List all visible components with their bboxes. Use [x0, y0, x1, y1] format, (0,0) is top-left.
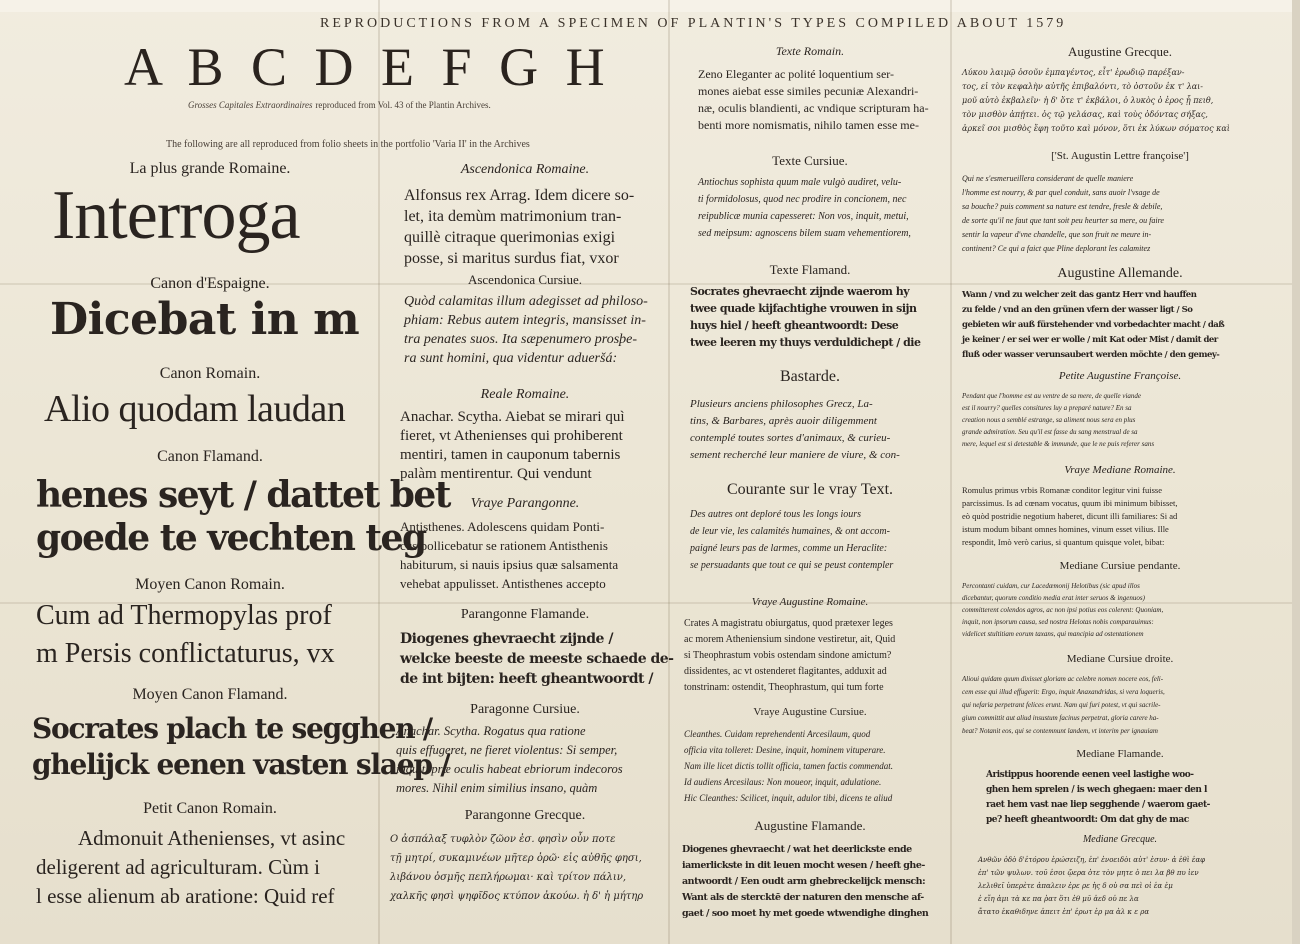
specimen-text: [962, 390, 1154, 450]
text-line: gaet / soo moet hy met goede wtwendighe dinghen: [682, 908, 929, 919]
specimen-text: m Persis conflictaturus, vx: [36, 638, 335, 669]
text-line: Diogenes ghevraecht / wat het deerlickste ende: [682, 844, 912, 855]
text-line: de int bijten: heeft gheantwoordt /: [400, 671, 653, 687]
text-line: benti more nomismatis, nihilo tamen esse me-: [698, 118, 919, 132]
text-line: palàm mentirentur. Qui vendunt: [400, 466, 592, 482]
fold-line: [950, 0, 952, 944]
text-line: gebieten wir auß fürstehender vnd vorbedachter macht / daß: [962, 320, 1225, 330]
text-line: Diogenes ghevraecht zijnde /: [400, 631, 613, 647]
specimen-text: Admonuit Athenienses, vt asinc: [78, 826, 346, 850]
text-line: Romulus primus vrbis Romanæ conditor legitur vini fuisse: [962, 485, 1162, 495]
text-line: Aristippus hoorende eenen veel lastighe woo-: [986, 770, 1194, 780]
capitals-caption: [188, 100, 491, 111]
specimen-label: Mediane Flamande.: [1076, 748, 1164, 760]
specimen-label: Petite Augustine Françoise.: [1058, 370, 1182, 382]
text-line: Alfonsus rex Arrag. Idem dicere so-: [404, 187, 635, 204]
specimen-label: Texte Flamand.: [769, 262, 851, 277]
text-line: cus pollicebatur se rationem Antisthenis: [400, 538, 608, 553]
text-line: mere, lequel est si detestable & immunde, que le ne puis referer sans: [962, 440, 1155, 448]
specimen-text: deligerent ad agriculturam. Cùm i: [36, 855, 320, 879]
text-line: Alioui quidam quum dixisset gloriam ac celebre nomen nocere eos, feli-: [962, 675, 1164, 683]
text-line: mores. Nihil enim similius insano, quàm: [396, 781, 598, 795]
page-header: REPRODUCTIONS FROM A SPECIMEN OF PLANTIN'S TYPES COMPILED ABOUT 1579: [320, 16, 1067, 31]
text-line: inquit, præ oculis habeat ebriorum indecoros: [396, 762, 623, 776]
text-line: officia vita tolleret: Desine, inquit, hominem vituperare.: [684, 745, 886, 755]
specimen-label: ['St. Augustin Lettre françoise']: [1051, 150, 1189, 162]
specimen-label: Vraye Parangonne.: [470, 496, 580, 511]
specimen-text: ghelijck eenen vasten slaep /: [32, 748, 450, 781]
text-line: respondit, Imò verò carius, si quantum quisque volet, bibat:: [962, 537, 1165, 547]
specimen-label: Mediane Cursiue pendante.: [1059, 560, 1181, 572]
text-line: Des autres ont deploré tous les longs iours: [690, 509, 862, 520]
text-line: ἐ εἴη ἀμι τὰ κε πα ῥατ ὅτι ἐθ μῦ ἀεδ οὐ πε λα: [978, 895, 1139, 903]
specimen-label: Augustine Grecque.: [1068, 44, 1172, 59]
specimen-label: Paragonne Cursiue.: [470, 702, 580, 717]
specimen-label: Parangonne Flamande.: [460, 607, 590, 622]
specimen-label: Vraye Mediane Romaine.: [1064, 464, 1176, 476]
text-line: Ο ἀσπάλαξ τυφλὸν ζῶον ἐσ. φησὶν οὖν ποτε: [390, 834, 616, 845]
specimen-text: [962, 66, 1230, 136]
text-line: μοῦ αὐτὸ ἐκβαλεῖν· ἡ δ' ὅτε τ' ἐκβάλοι, ὁ λυκὸς ὁ ἐρος ᾖ πειθ,: [962, 96, 1214, 105]
specimen-label: Bastarde.: [780, 368, 840, 385]
text-line: fieret, vt Athenienses qui prohiberent: [400, 428, 623, 444]
text-line: Wann / vnd zu welcher zeit das gantz Herr vnd hauffen: [962, 290, 1197, 300]
capitals-caption-text: reproduced from Vol. 43 of the Plantin Archives.: [315, 100, 491, 110]
fold-line: [668, 0, 670, 944]
specimen-text: henes seyt / dattet bet: [36, 474, 450, 516]
text-line: Nam ille licet dictis tollit officia, tamen factis commendat.: [684, 761, 893, 771]
text-line: continent? Ce qui a faict que Pline deplorant les calamitez: [962, 244, 1151, 253]
text-line: τὸν μισθὸν ἀπῄτει. ὁς τῷ γελάσας, καὶ τοὺς ὀδόντας σήξας,: [962, 110, 1208, 119]
specimen-text: [962, 484, 1178, 549]
text-line: dicebantur, quorum conditio media erat inter seruos & ingenuos): [962, 594, 1145, 602]
text-line: λιβάνου ὀσμῆς πεπλήρωμαι· καὶ τρίτον πάλιν,: [390, 872, 627, 883]
text-line: quis effugeret, ne fieret violentus: Si semper,: [396, 743, 618, 757]
intro-note: The following are all reproduced from folio sheets in the portfolio 'Varia II' in the Archives: [166, 139, 530, 150]
specimen-text: [404, 185, 634, 269]
text-line: grande admiration. Seu qu'il est fasse du sang menstrual de sa: [962, 428, 1138, 436]
text-line: inquit, non ipsorum causa, sed nostra Helotas nobis comparauimus:: [962, 618, 1154, 626]
text-line: Quòd calamitas illum adegisset ad philoso-: [404, 294, 648, 309]
text-line: Cleanthes. Cuidam reprehendenti Arcesilaum, quod: [684, 729, 871, 739]
specimen-label: Ascendonica Cursiue.: [467, 272, 583, 287]
text-line: sa bouche? puis comment sa nature est tendre, fresle & debile,: [962, 202, 1163, 211]
specimen-label: Augustine Allemande.: [1057, 266, 1183, 281]
text-line: si Theophrastum vobis ostendam sindone amictum?: [684, 650, 892, 661]
text-line: Pendant que l'homme est au ventre de sa mere, de quelle viande: [962, 392, 1142, 400]
text-line: ra sunt homini, qua videntur adueršá:: [404, 351, 618, 366]
specimen-label: Vraye Augustine Romaine.: [751, 596, 869, 608]
specimen-label: Petit Canon Romain.: [143, 800, 277, 817]
specimen-text: goede te vechten teg: [36, 517, 426, 559]
text-line: τῇ μητρί, συκαμινέων μῆτερ ὀρῶ· εἰς αὐθῆς φησι,: [390, 853, 642, 864]
text-line: habiturum, si nauis ipsius quæ salsamenta: [400, 557, 619, 572]
specimen-label: Moyen Canon Romain.: [135, 576, 285, 593]
specimen-text: [962, 172, 1164, 256]
text-line: vehebat appulisset. Antisthenes accepto: [400, 576, 606, 591]
text-line: tins, & Barbares, après auoir diligemment: [690, 415, 877, 427]
text-line: quillè citraque querimonias exigi: [404, 229, 616, 246]
text-line: ἐπ' τῶν ψυλων. τοῦ ἐσοι ᾤερα ὀτε τὸν μητε ὀ πει λα βθ πυ ἰεν: [978, 869, 1199, 877]
text-line: de sorte qu'il ne faut que tant soit peu heurter sa mere, ou faire: [962, 216, 1164, 225]
text-line: committerent colendos agros, ac non ipsi potius eos colerent: Quoniam,: [962, 606, 1164, 614]
specimen-text: [962, 288, 1224, 363]
text-line: let, ita demùm matrimonium tran-: [404, 208, 622, 225]
text-line: Anachar. Scytha. Aiebat se mirari quì: [400, 409, 625, 425]
text-line: eò quòd postridie negotium haberet, dicunt illi familiares: Si ad: [962, 511, 1178, 521]
text-line: l'homme est nourry, & par quel conduit, sans auoir l'vsage de: [962, 188, 1160, 197]
text-line: creation nous a semblé estrange, sa aliment nous sera en plus: [962, 416, 1136, 424]
text-line: Socrates ghevraecht zijnde waerom hy: [690, 285, 910, 298]
text-line: Id audiens Arcesilaus: Non moueor, inquit, adulatione.: [684, 777, 882, 787]
specimen-text: [690, 396, 900, 464]
text-line: Antisthenes. Adolescens quidam Ponti-: [400, 519, 605, 534]
specimen-label: Canon d'Espaigne.: [150, 275, 270, 292]
text-line: mentiri, tamen in cauponum tabernis: [400, 447, 621, 463]
specimen-label: Canon Flamand.: [157, 448, 263, 465]
specimen-label: Ascendonica Romaine.: [460, 162, 590, 177]
text-line: λελιθεῖ ὑπερὲτε ἀπαλειν ἐρε ρε ἡς δ οὐ σα πεὶ οἱ ἑα ἐμ: [978, 882, 1173, 890]
specimen-text: [400, 517, 618, 593]
text-line: twee quade kijfachtighe vrouwen in sijn: [690, 302, 917, 315]
text-line: posse, si maritus surdus fiat, vxor: [404, 250, 619, 267]
specimen-text: Dicebat in m: [50, 294, 360, 345]
specimen-text: [400, 629, 674, 689]
text-line: Λύκου λαιμῷ ὀσοῦν ἐμπαγέντος, εἶτ' ἐρωδιῷ παρέξαν-: [962, 68, 1185, 77]
text-line: dissidentes, ac vt ostenderet flagitantes, adduxit ad: [684, 666, 887, 677]
text-line: Crates A magistratu obiurgatus, quod prætexer leges: [684, 618, 893, 629]
specimen-text: l esse alienum ab aratione: Quid ref: [36, 884, 335, 908]
specimen-text: [682, 842, 928, 922]
text-line: raet hem vast nae liep segghende / waerom gaet-: [986, 800, 1210, 810]
specimen-label: La plus grande Romaine.: [129, 160, 291, 177]
specimen-text: [390, 830, 643, 906]
text-line: zu felde / vnd an den grünen vfern der wasser ligt / So: [962, 305, 1193, 315]
text-line: huys hiel / heeft gheantwoordt: Dese: [690, 319, 899, 332]
text-line: Hic Cleanthes: Scilicet, inquit, adulor tibi, dicens te aliud: [684, 793, 893, 803]
specimen-text: [986, 768, 1210, 828]
text-line: reipublicæ munia capesseret: Non vos, inquit, metui,: [698, 211, 909, 222]
text-line: tonstrinam: ostendit, Theophrastum, qui tum forte: [684, 682, 884, 693]
text-line: Ανθῶν ὁδὸ δ'ἐτόρου ἐρώσειζη, ἐπ' ἐνοειδὸι αὐτ' ἐσυν· ἀ ἐθὶ ἐαφ: [978, 856, 1206, 864]
text-line: twee leeren my thuys verduldichept / die: [690, 336, 921, 349]
text-line: se persuadants que tout ce qui se peust contempler: [690, 560, 894, 571]
specimen-label: Courante sur le vray Text.: [726, 481, 894, 498]
text-line: contemplé toutes sortes d'animaux, & curieu-: [690, 432, 891, 444]
capitals-caption-italic: Grosses Capitales Extraordinaires: [188, 100, 313, 110]
text-line: τος, εἰ τὸν κεφαλὴν αὐτῆς ἐπιβαλόντι, τὸ ὀστοῦν ἐκ τ' λαι-: [962, 82, 1203, 91]
specimen-text: Socrates plach te segghen /: [32, 712, 432, 745]
specimen-text: [404, 292, 648, 368]
text-line: sed meipsum: agnoscens bilem suam vehementiorem,: [698, 228, 911, 239]
text-line: Want als de stercktē der naturen den mensche af-: [682, 892, 924, 903]
text-line: Zeno Eleganter ac polité loquentium ser-: [698, 67, 895, 81]
specimen-label: Moyen Canon Flamand.: [132, 686, 288, 703]
specimen-text: Cum ad Thermopylas prof: [36, 600, 332, 631]
text-line: pe? heeft gheantwoordt: Om dat ghy de mac: [986, 815, 1189, 825]
text-line: fluß oder wasser verunsaubert werden möchte / den gemey-: [962, 350, 1220, 360]
specimen-label: Canon Romain.: [159, 365, 261, 382]
specimen-text: [400, 408, 625, 484]
specimen-label: Mediane Cursiue droite.: [1066, 653, 1174, 665]
text-line: ti formidolosus, quod nec prodire in concionem, nec: [698, 194, 907, 205]
specimen-label: Vraye Augustine Cursiue.: [753, 706, 867, 718]
specimen-text: [396, 722, 623, 798]
text-line: je keiner / er sei wer er wolle / mit Kat oder Mist / damit der: [962, 335, 1218, 345]
text-line: Anachar. Scytha. Rogatus qua ratione: [396, 724, 586, 738]
text-line: sentir la vapeur d'vne chandelle, que son fruit ne meure in-: [962, 230, 1152, 239]
text-line: istum modum bibant omnes homines, vinum esset vilius. Ille: [962, 524, 1169, 534]
specimen-text: [690, 506, 893, 574]
text-line: est il nourry? quelles consitures luy a preparé nature? En sa: [962, 404, 1132, 412]
text-line: beat? Notanit eos, qui se contemnunt landem, vt interim per ignauiam: [962, 727, 1158, 735]
specimen-text: [962, 580, 1163, 640]
text-line: Plusieurs anciens philosophes Grecz, La-: [690, 398, 873, 410]
specimen-label: Texte Romain.: [775, 44, 845, 58]
paper-edge: [1292, 0, 1300, 944]
text-line: tra penates suos. Ita sæpenumero prosþe-: [404, 332, 638, 347]
text-line: paigné leurs pas de larmes, comme un Heraclite:: [690, 543, 888, 554]
text-line: ἄτατο ἑκαθιδηνε ἀπειτ ἐπ' ἐρωτ ἐρ μα ἀλ κ ε ρα: [978, 908, 1150, 916]
specimen-label: Augustine Flamande.: [754, 818, 866, 833]
text-line: qui nefaria perpetrant felices erunt. Nam qui furi potest, vt qui sacrile-: [962, 701, 1161, 709]
text-line: χαλκῆς φησὶ ψηφῖδος κτύπον ἀκούω. ἡ δ' ἡ μήτηρ: [390, 891, 644, 902]
specimen-label: Parangonne Grecque.: [464, 808, 586, 823]
specimen-label: Reale Romaine.: [480, 387, 570, 402]
text-line: ghen hem sprelen / is wech ghegaen: maer den l: [986, 785, 1207, 795]
text-line: videlicet stultitiam eorum taxans, qui mancipia ad ostentationem: [962, 630, 1144, 638]
specimen-text: Alio quodam laudan: [44, 388, 346, 430]
text-line: mones aiebat esse similes pecuniæ Alexandri-: [698, 84, 919, 98]
specimen-label: Mediane Grecque.: [1082, 834, 1158, 845]
text-line: næ, oculis blandienti, ac vndique scripturam ha-: [698, 101, 929, 115]
text-line: gium committit aut aliud insustum facinus perpetrat, gloria carere ha-: [962, 714, 1159, 722]
text-line: de leur vie, les calamités humaines, & ont accom-: [690, 526, 890, 537]
specimen-text: [684, 726, 893, 806]
specimen-text: [698, 174, 911, 242]
text-line: Qui ne s'esmerueillera considerant de quelle maniere: [962, 174, 1134, 183]
text-line: cem esse qui illud effugerit: Ergo, inquit Anaxandridas, si vera loqueris,: [962, 688, 1165, 696]
specimen-text: Interroga: [52, 177, 300, 254]
text-line: iamerlickste in dit leuen mocht wesen / heeft ghe-: [682, 860, 925, 871]
text-line: welcke beeste de meeste schaede de-: [400, 651, 674, 667]
specimen-label: Texte Cursiue.: [772, 153, 848, 168]
specimen-text: [978, 854, 1205, 919]
text-line: Percontanti cuidam, cur Lacedæmonij Helotibus (sic apud illos: [962, 582, 1140, 590]
text-line: ac morem Atheniensium sindone vestiretur, ait, Quid: [684, 634, 896, 645]
specimen-text: [684, 616, 895, 696]
text-line: Antiochus sophista quum male vulgò audiret, velu-: [698, 177, 902, 188]
capitals-specimen: A B C D E F G H: [124, 37, 612, 97]
text-line: antwoordt / Een oudt arm ghebreckelijck mensch:: [682, 876, 926, 887]
specimen-text: [962, 673, 1165, 738]
text-line: parcissimus. Is ad cœnam vocatus, quum ibi minimum bibisset,: [962, 498, 1178, 508]
paper-edge: [0, 0, 1300, 12]
specimen-text: [690, 283, 920, 351]
text-line: sement recherché leur maniere de viure, & con-: [690, 449, 900, 461]
specimen-text: [698, 66, 929, 134]
text-line: phiam: Rebus autem integris, mansisset in-: [404, 313, 646, 328]
text-line: ἀρκεῖ σοι μισθὸς ἔφη τοῦτο καὶ μόνον, ὅτι ἐκ λύκων σόματος καὶ: [962, 124, 1230, 133]
